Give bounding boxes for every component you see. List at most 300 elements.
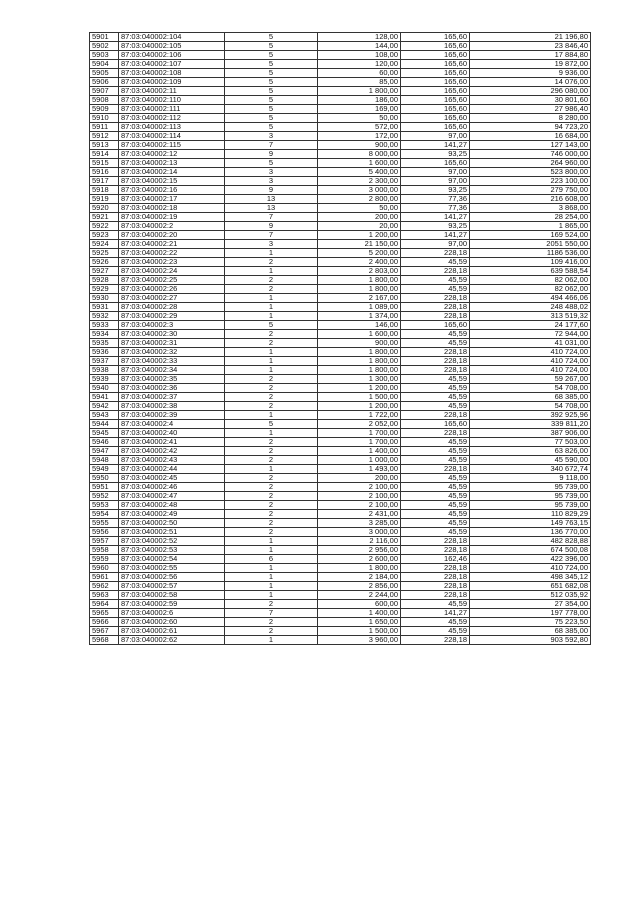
cadastral-number-cell: 87:03:040002:53 — [119, 546, 225, 555]
table-row — [90, 186, 591, 195]
unit-price-cell: 228,18 — [401, 636, 470, 645]
area-value-cell: 2 956,00 — [318, 546, 401, 555]
cadastral-number-cell: 87:03:040002:37 — [119, 393, 225, 402]
table-row — [90, 330, 591, 339]
cadastral-number-cell: 87:03:040002:59 — [119, 600, 225, 609]
group-number-cell: 1 — [225, 564, 318, 573]
cadastral-number-cell: 87:03:040002:50 — [119, 519, 225, 528]
cadastral-value-cell: 136 770,00 — [470, 528, 591, 537]
cadastral-number-cell: 87:03:040002:35 — [119, 375, 225, 384]
unit-price-cell: 45,59 — [401, 474, 470, 483]
row-number-cell: 5945 — [90, 429, 119, 438]
group-number-cell: 1 — [225, 348, 318, 357]
unit-price-cell: 45,59 — [401, 627, 470, 636]
cadastral-value-cell: 54 708,00 — [470, 384, 591, 393]
table-row — [90, 429, 591, 438]
unit-price-cell: 45,59 — [401, 402, 470, 411]
group-number-cell: 5 — [225, 105, 318, 114]
unit-price-cell: 165,60 — [401, 87, 470, 96]
cadastral-value-cell: 72 944,00 — [470, 330, 591, 339]
cadastral-value-cell: 30 801,60 — [470, 96, 591, 105]
row-number-cell: 5926 — [90, 258, 119, 267]
cadastral-number-cell: 87:03:040002:3 — [119, 321, 225, 330]
group-number-cell: 1 — [225, 357, 318, 366]
cadastral-number-cell: 87:03:040002:20 — [119, 231, 225, 240]
cadastral-value-cell: 16 684,00 — [470, 132, 591, 141]
group-number-cell: 9 — [225, 186, 318, 195]
unit-price-cell: 97,00 — [401, 240, 470, 249]
row-number-cell: 5903 — [90, 51, 119, 60]
cadastral-value-cell: 746 000,00 — [470, 150, 591, 159]
table-row — [90, 600, 591, 609]
area-value-cell: 172,00 — [318, 132, 401, 141]
cadastral-value-cell: 410 724,00 — [470, 357, 591, 366]
area-value-cell: 1 493,00 — [318, 465, 401, 474]
row-number-cell: 5960 — [90, 564, 119, 573]
cadastral-value-cell: 75 223,50 — [470, 618, 591, 627]
row-number-cell: 5925 — [90, 249, 119, 258]
area-value-cell: 128,00 — [318, 33, 401, 42]
row-number-cell: 5915 — [90, 159, 119, 168]
area-value-cell: 1 600,00 — [318, 330, 401, 339]
row-number-cell: 5908 — [90, 96, 119, 105]
area-value-cell: 2 116,00 — [318, 537, 401, 546]
cadastral-number-cell: 87:03:040002:112 — [119, 114, 225, 123]
row-number-cell: 5912 — [90, 132, 119, 141]
table-row — [90, 132, 591, 141]
row-number-cell: 5918 — [90, 186, 119, 195]
row-number-cell: 5952 — [90, 492, 119, 501]
cadastral-value-cell: 296 080,00 — [470, 87, 591, 96]
table-row — [90, 276, 591, 285]
cadastral-number-cell: 87:03:040002:14 — [119, 168, 225, 177]
row-number-cell: 5962 — [90, 582, 119, 591]
cadastral-number-cell: 87:03:040002:6 — [119, 609, 225, 618]
table-row — [90, 222, 591, 231]
row-number-cell: 5958 — [90, 546, 119, 555]
unit-price-cell: 228,18 — [401, 591, 470, 600]
cadastral-value-cell: 392 925,96 — [470, 411, 591, 420]
group-number-cell: 3 — [225, 177, 318, 186]
table-row — [90, 510, 591, 519]
unit-price-cell: 45,59 — [401, 501, 470, 510]
table-row — [90, 591, 591, 600]
table-row — [90, 258, 591, 267]
unit-price-cell: 141,27 — [401, 213, 470, 222]
unit-price-cell: 93,25 — [401, 186, 470, 195]
group-number-cell: 2 — [225, 501, 318, 510]
table-row — [90, 312, 591, 321]
table-row — [90, 519, 591, 528]
row-number-cell: 5923 — [90, 231, 119, 240]
row-number-cell: 5943 — [90, 411, 119, 420]
cadastral-value-cell: 68 385,00 — [470, 393, 591, 402]
area-value-cell: 3 000,00 — [318, 186, 401, 195]
row-number-cell: 5950 — [90, 474, 119, 483]
table-row — [90, 402, 591, 411]
area-value-cell: 186,00 — [318, 96, 401, 105]
area-value-cell: 1 300,00 — [318, 375, 401, 384]
cadastral-number-cell: 87:03:040002:110 — [119, 96, 225, 105]
cadastral-number-cell: 87:03:040002:55 — [119, 564, 225, 573]
row-number-cell: 5963 — [90, 591, 119, 600]
cadastral-number-cell: 87:03:040002:4 — [119, 420, 225, 429]
area-value-cell: 1 800,00 — [318, 357, 401, 366]
unit-price-cell: 165,60 — [401, 51, 470, 60]
cadastral-value-cell: 68 385,00 — [470, 627, 591, 636]
table-row — [90, 249, 591, 258]
unit-price-cell: 228,18 — [401, 303, 470, 312]
group-number-cell: 2 — [225, 402, 318, 411]
group-number-cell: 2 — [225, 384, 318, 393]
unit-price-cell: 228,18 — [401, 411, 470, 420]
cadastral-number-cell: 87:03:040002:11 — [119, 87, 225, 96]
row-number-cell: 5930 — [90, 294, 119, 303]
table-row — [90, 375, 591, 384]
area-value-cell: 85,00 — [318, 78, 401, 87]
cadastral-number-cell: 87:03:040002:113 — [119, 123, 225, 132]
cadastral-number-cell: 87:03:040002:19 — [119, 213, 225, 222]
group-number-cell: 9 — [225, 222, 318, 231]
row-number-cell: 5931 — [90, 303, 119, 312]
cadastral-value-cell: 410 724,00 — [470, 366, 591, 375]
unit-price-cell: 45,59 — [401, 528, 470, 537]
area-value-cell: 1 089,00 — [318, 303, 401, 312]
area-value-cell: 1 800,00 — [318, 366, 401, 375]
area-value-cell: 900,00 — [318, 339, 401, 348]
cadastral-value-cell: 95 739,00 — [470, 501, 591, 510]
area-value-cell: 2 184,00 — [318, 573, 401, 582]
area-value-cell: 2 856,00 — [318, 582, 401, 591]
row-number-cell: 5968 — [90, 636, 119, 645]
area-value-cell: 1 200,00 — [318, 402, 401, 411]
area-value-cell: 21 150,00 — [318, 240, 401, 249]
area-value-cell: 1 200,00 — [318, 231, 401, 240]
area-value-cell: 2 600,00 — [318, 555, 401, 564]
unit-price-cell: 165,60 — [401, 123, 470, 132]
row-number-cell: 5911 — [90, 123, 119, 132]
cadastral-number-cell: 87:03:040002:15 — [119, 177, 225, 186]
row-number-cell: 5937 — [90, 357, 119, 366]
group-number-cell: 1 — [225, 312, 318, 321]
group-number-cell: 3 — [225, 132, 318, 141]
row-number-cell: 5965 — [90, 609, 119, 618]
unit-price-cell: 97,00 — [401, 132, 470, 141]
group-number-cell: 5 — [225, 78, 318, 87]
unit-price-cell: 45,59 — [401, 519, 470, 528]
table-row — [90, 555, 591, 564]
table-row — [90, 492, 591, 501]
group-number-cell: 2 — [225, 375, 318, 384]
table-row — [90, 177, 591, 186]
row-number-cell: 5954 — [90, 510, 119, 519]
cadastral-value-cell: 63 826,00 — [470, 447, 591, 456]
cadastral-number-cell: 87:03:040002:48 — [119, 501, 225, 510]
cadastral-value-cell: 94 723,20 — [470, 123, 591, 132]
cadastral-value-cell: 17 884,80 — [470, 51, 591, 60]
cadastral-number-cell: 87:03:040002:33 — [119, 357, 225, 366]
group-number-cell: 9 — [225, 150, 318, 159]
group-number-cell: 2 — [225, 474, 318, 483]
area-value-cell: 146,00 — [318, 321, 401, 330]
group-number-cell: 5 — [225, 51, 318, 60]
cadastral-number-cell: 87:03:040002:107 — [119, 60, 225, 69]
unit-price-cell: 228,18 — [401, 312, 470, 321]
cadastral-value-cell: 8 280,00 — [470, 114, 591, 123]
table-row — [90, 573, 591, 582]
group-number-cell: 5 — [225, 420, 318, 429]
cadastral-value-table — [89, 32, 591, 645]
unit-price-cell: 45,59 — [401, 492, 470, 501]
group-number-cell: 1 — [225, 573, 318, 582]
cadastral-value-cell: 54 708,00 — [470, 402, 591, 411]
group-number-cell: 2 — [225, 447, 318, 456]
row-number-cell: 5936 — [90, 348, 119, 357]
unit-price-cell: 165,60 — [401, 114, 470, 123]
cadastral-value-cell: 9 118,00 — [470, 474, 591, 483]
cadastral-value-cell: 95 739,00 — [470, 492, 591, 501]
unit-price-cell: 228,18 — [401, 582, 470, 591]
table-row — [90, 168, 591, 177]
cadastral-value-cell: 498 345,12 — [470, 573, 591, 582]
cadastral-number-cell: 87:03:040002:105 — [119, 42, 225, 51]
table-row — [90, 141, 591, 150]
cadastral-number-cell: 87:03:040002:26 — [119, 285, 225, 294]
group-number-cell: 7 — [225, 213, 318, 222]
area-value-cell: 2 803,00 — [318, 267, 401, 276]
area-value-cell: 1 700,00 — [318, 438, 401, 447]
area-value-cell: 108,00 — [318, 51, 401, 60]
cadastral-number-cell: 87:03:040002:38 — [119, 402, 225, 411]
cadastral-number-cell: 87:03:040002:46 — [119, 483, 225, 492]
row-number-cell: 5913 — [90, 141, 119, 150]
table-row — [90, 438, 591, 447]
cadastral-value-cell: 279 750,00 — [470, 186, 591, 195]
unit-price-cell: 45,59 — [401, 276, 470, 285]
cadastral-number-cell: 87:03:040002:104 — [119, 33, 225, 42]
table-row — [90, 303, 591, 312]
row-number-cell: 5920 — [90, 204, 119, 213]
group-number-cell: 1 — [225, 366, 318, 375]
area-value-cell: 20,00 — [318, 222, 401, 231]
area-value-cell: 3 000,00 — [318, 528, 401, 537]
table-row — [90, 294, 591, 303]
cadastral-value-cell: 24 177,60 — [470, 321, 591, 330]
table-row — [90, 393, 591, 402]
group-number-cell: 1 — [225, 294, 318, 303]
unit-price-cell: 97,00 — [401, 177, 470, 186]
row-number-cell: 5927 — [90, 267, 119, 276]
group-number-cell: 5 — [225, 87, 318, 96]
group-number-cell: 2 — [225, 285, 318, 294]
table-row — [90, 420, 591, 429]
row-number-cell: 5909 — [90, 105, 119, 114]
table-row — [90, 42, 591, 51]
area-value-cell: 50,00 — [318, 204, 401, 213]
area-value-cell: 1 600,00 — [318, 159, 401, 168]
cadastral-value-cell: 169 524,00 — [470, 231, 591, 240]
area-value-cell: 2 100,00 — [318, 483, 401, 492]
table-row — [90, 366, 591, 375]
area-value-cell: 200,00 — [318, 213, 401, 222]
row-number-cell: 5953 — [90, 501, 119, 510]
cadastral-value-cell: 223 100,00 — [470, 177, 591, 186]
unit-price-cell: 97,00 — [401, 168, 470, 177]
cadastral-value-cell: 21 196,80 — [470, 33, 591, 42]
unit-price-cell: 228,18 — [401, 357, 470, 366]
unit-price-cell: 165,60 — [401, 105, 470, 114]
cadastral-value-cell: 59 267,00 — [470, 375, 591, 384]
table-row — [90, 51, 591, 60]
table-row — [90, 456, 591, 465]
cadastral-number-cell: 87:03:040002:12 — [119, 150, 225, 159]
cadastral-value-cell: 45 590,00 — [470, 456, 591, 465]
cadastral-value-cell: 639 588,54 — [470, 267, 591, 276]
unit-price-cell: 165,60 — [401, 78, 470, 87]
group-number-cell: 5 — [225, 321, 318, 330]
area-value-cell: 144,00 — [318, 42, 401, 51]
cadastral-value-cell: 197 778,00 — [470, 609, 591, 618]
table-row — [90, 582, 591, 591]
cadastral-value-cell: 264 960,00 — [470, 159, 591, 168]
unit-price-cell: 165,60 — [401, 420, 470, 429]
cadastral-number-cell: 87:03:040002:47 — [119, 492, 225, 501]
table-row — [90, 474, 591, 483]
group-number-cell: 2 — [225, 528, 318, 537]
row-number-cell: 5935 — [90, 339, 119, 348]
table-row — [90, 636, 591, 645]
cadastral-value-cell: 512 035,92 — [470, 591, 591, 600]
group-number-cell: 7 — [225, 141, 318, 150]
row-number-cell: 5949 — [90, 465, 119, 474]
cadastral-number-cell: 87:03:040002:108 — [119, 69, 225, 78]
area-value-cell: 1 800,00 — [318, 564, 401, 573]
unit-price-cell: 228,18 — [401, 249, 470, 258]
unit-price-cell: 141,27 — [401, 231, 470, 240]
cadastral-number-cell: 87:03:040002:13 — [119, 159, 225, 168]
cadastral-number-cell: 87:03:040002:40 — [119, 429, 225, 438]
row-number-cell: 5959 — [90, 555, 119, 564]
table-row — [90, 204, 591, 213]
row-number-cell: 5914 — [90, 150, 119, 159]
area-value-cell: 572,00 — [318, 123, 401, 132]
row-number-cell: 5955 — [90, 519, 119, 528]
group-number-cell: 1 — [225, 429, 318, 438]
cadastral-number-cell: 87:03:040002:25 — [119, 276, 225, 285]
cadastral-number-cell: 87:03:040002:32 — [119, 348, 225, 357]
area-value-cell: 3 285,00 — [318, 519, 401, 528]
row-number-cell: 5924 — [90, 240, 119, 249]
cadastral-number-cell: 87:03:040002:111 — [119, 105, 225, 114]
row-number-cell: 5939 — [90, 375, 119, 384]
group-number-cell: 2 — [225, 258, 318, 267]
cadastral-number-cell: 87:03:040002:51 — [119, 528, 225, 537]
unit-price-cell: 228,18 — [401, 294, 470, 303]
row-number-cell: 5906 — [90, 78, 119, 87]
table-row — [90, 285, 591, 294]
table-body — [90, 33, 591, 645]
cadastral-number-cell: 87:03:040002:56 — [119, 573, 225, 582]
row-number-cell: 5928 — [90, 276, 119, 285]
cadastral-value-cell: 28 254,00 — [470, 213, 591, 222]
group-number-cell: 5 — [225, 96, 318, 105]
area-value-cell: 1 374,00 — [318, 312, 401, 321]
cadastral-number-cell: 87:03:040002:58 — [119, 591, 225, 600]
row-number-cell: 5964 — [90, 600, 119, 609]
cadastral-value-cell: 1 865,00 — [470, 222, 591, 231]
cadastral-value-cell: 2051 550,00 — [470, 240, 591, 249]
cadastral-number-cell: 87:03:040002:62 — [119, 636, 225, 645]
table-row — [90, 60, 591, 69]
cadastral-number-cell: 87:03:040002:41 — [119, 438, 225, 447]
group-number-cell: 1 — [225, 636, 318, 645]
table-row — [90, 609, 591, 618]
cadastral-value-cell: 651 682,08 — [470, 582, 591, 591]
cadastral-number-cell: 87:03:040002:36 — [119, 384, 225, 393]
group-number-cell: 1 — [225, 537, 318, 546]
cadastral-number-cell: 87:03:040002:52 — [119, 537, 225, 546]
cadastral-value-cell: 313 519,32 — [470, 312, 591, 321]
unit-price-cell: 165,60 — [401, 33, 470, 42]
table-row — [90, 159, 591, 168]
area-value-cell: 1 400,00 — [318, 447, 401, 456]
area-value-cell: 3 960,00 — [318, 636, 401, 645]
table-row — [90, 528, 591, 537]
table-row — [90, 483, 591, 492]
row-number-cell: 5933 — [90, 321, 119, 330]
table-row — [90, 69, 591, 78]
unit-price-cell: 45,59 — [401, 438, 470, 447]
cadastral-number-cell: 87:03:040002:106 — [119, 51, 225, 60]
row-number-cell: 5904 — [90, 60, 119, 69]
row-number-cell: 5967 — [90, 627, 119, 636]
cadastral-number-cell: 87:03:040002:109 — [119, 78, 225, 87]
area-value-cell: 2 100,00 — [318, 501, 401, 510]
unit-price-cell: 45,59 — [401, 258, 470, 267]
area-value-cell: 5 400,00 — [318, 168, 401, 177]
group-number-cell: 3 — [225, 240, 318, 249]
cadastral-value-cell: 410 724,00 — [470, 564, 591, 573]
unit-price-cell: 141,27 — [401, 609, 470, 618]
table-row — [90, 564, 591, 573]
cadastral-value-cell: 77 503,00 — [470, 438, 591, 447]
group-number-cell: 2 — [225, 330, 318, 339]
unit-price-cell: 228,18 — [401, 537, 470, 546]
area-value-cell: 1 400,00 — [318, 609, 401, 618]
row-number-cell: 5966 — [90, 618, 119, 627]
table-row — [90, 357, 591, 366]
unit-price-cell: 93,25 — [401, 222, 470, 231]
row-number-cell: 5917 — [90, 177, 119, 186]
group-number-cell: 2 — [225, 339, 318, 348]
cadastral-number-cell: 87:03:040002:60 — [119, 618, 225, 627]
cadastral-value-cell: 387 906,00 — [470, 429, 591, 438]
table-row — [90, 96, 591, 105]
cadastral-value-cell: 149 763,15 — [470, 519, 591, 528]
row-number-cell: 5934 — [90, 330, 119, 339]
row-number-cell: 5901 — [90, 33, 119, 42]
unit-price-cell: 228,18 — [401, 564, 470, 573]
cadastral-number-cell: 87:03:040002:29 — [119, 312, 225, 321]
area-value-cell: 1 200,00 — [318, 384, 401, 393]
row-number-cell: 5938 — [90, 366, 119, 375]
cadastral-number-cell: 87:03:040002:16 — [119, 186, 225, 195]
cadastral-number-cell: 87:03:040002:22 — [119, 249, 225, 258]
group-number-cell: 13 — [225, 195, 318, 204]
area-value-cell: 1 700,00 — [318, 429, 401, 438]
cadastral-value-cell: 3 868,00 — [470, 204, 591, 213]
cadastral-number-cell: 87:03:040002:34 — [119, 366, 225, 375]
